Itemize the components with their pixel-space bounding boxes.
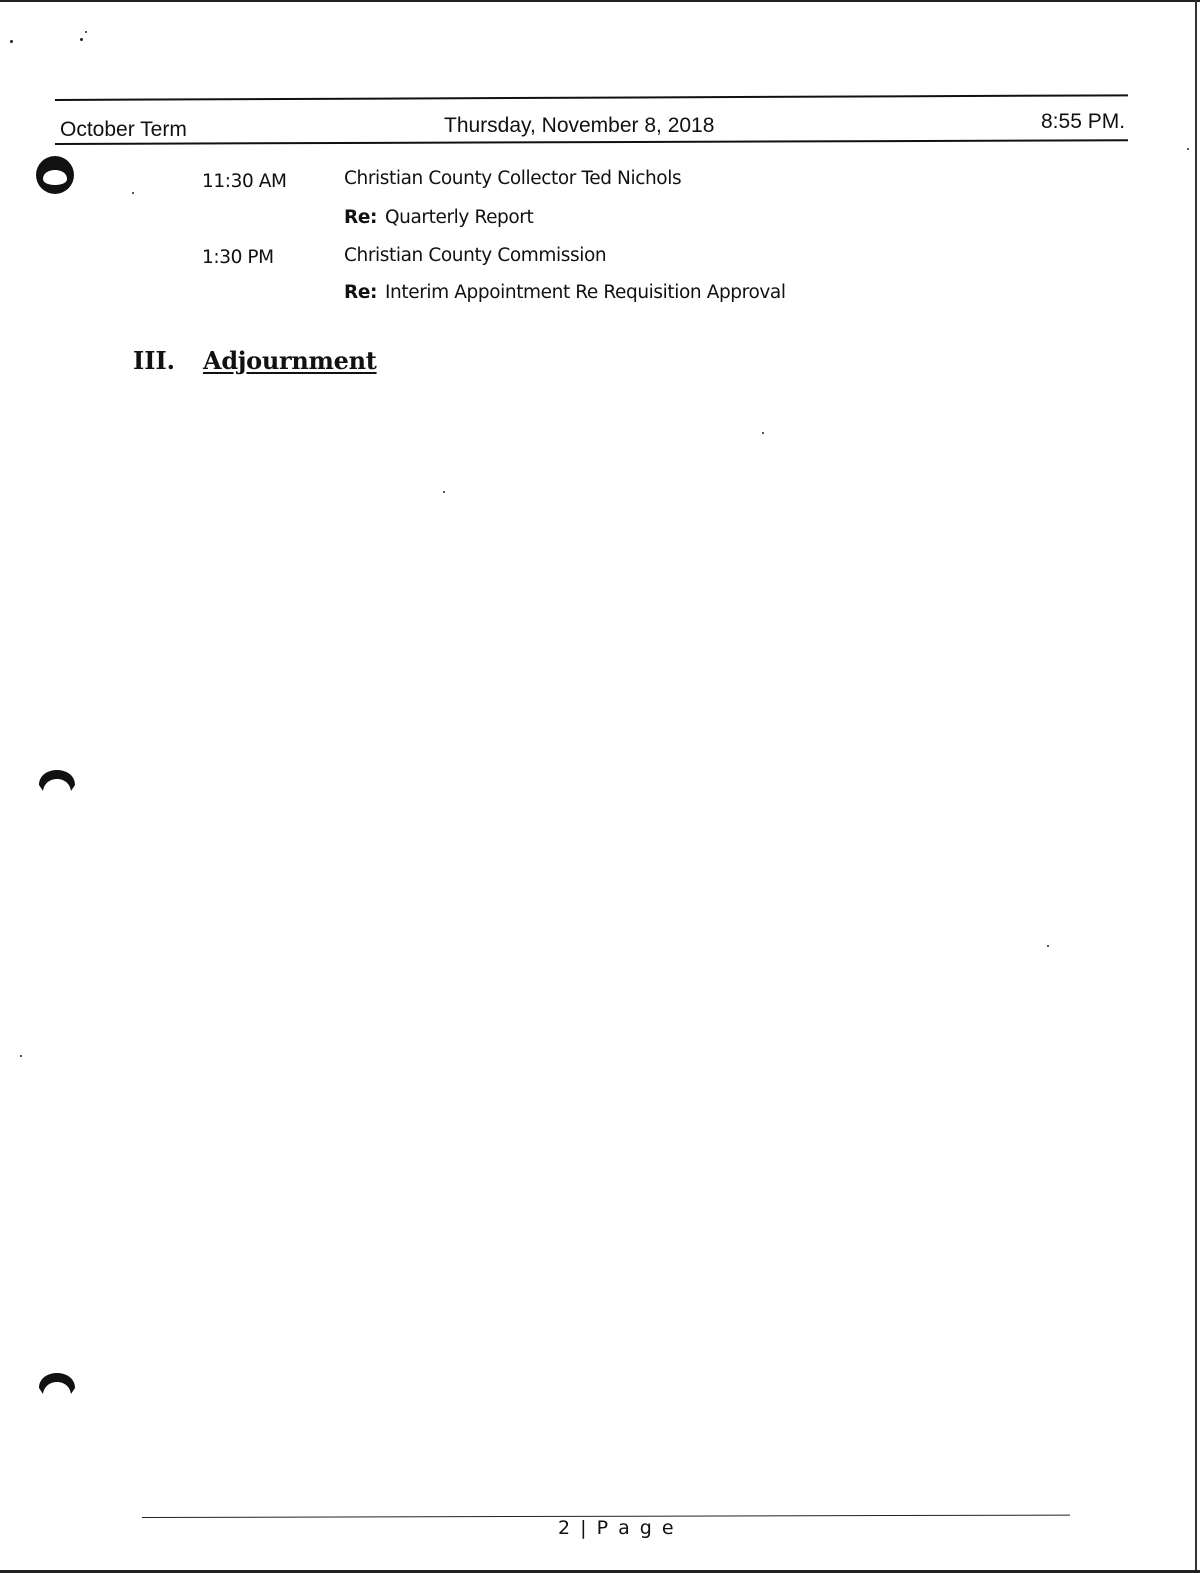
scan-edge-top bbox=[0, 0, 1200, 2]
scan-speck bbox=[10, 40, 13, 43]
agenda-item-1-re-label: Re: bbox=[344, 207, 377, 228]
scan-speck bbox=[443, 491, 445, 493]
agenda-item-1-re-text: Quarterly Report bbox=[385, 207, 534, 228]
agenda-item-1-title: Christian County Collector Ted Nichols bbox=[344, 168, 682, 189]
agenda-item-2-time: 1:30 PM bbox=[202, 247, 274, 268]
agenda-item-2-re-label: Re: bbox=[344, 282, 377, 303]
section-number: III. bbox=[133, 346, 176, 375]
header-time: 8:55 PM. bbox=[1041, 110, 1126, 133]
agenda-item-1-time: 11:30 AM bbox=[202, 171, 287, 192]
binder-hole-icon bbox=[37, 1360, 77, 1400]
header-term: October Term bbox=[60, 118, 187, 141]
binder-hole-icon bbox=[37, 757, 77, 797]
agenda-item-2-title: Christian County Commission bbox=[344, 245, 607, 266]
scan-speck bbox=[762, 432, 764, 434]
agenda-item-2-re bbox=[344, 282, 786, 303]
header-rule-top bbox=[55, 94, 1128, 101]
page-number: 2 | P a g e bbox=[558, 1517, 676, 1539]
scan-speck bbox=[132, 192, 134, 194]
scan-speck bbox=[1047, 945, 1049, 947]
scan-speck bbox=[85, 31, 87, 33]
scan-edge-right bbox=[1195, 0, 1197, 1573]
binder-hole-icon bbox=[35, 155, 75, 195]
scan-speck bbox=[1187, 148, 1189, 150]
header-rule-bottom bbox=[55, 139, 1128, 145]
scan-speck bbox=[20, 1055, 22, 1057]
header-date: Thursday, November 8, 2018 bbox=[444, 114, 715, 137]
agenda-item-1-re bbox=[344, 207, 533, 228]
scan-speck bbox=[80, 38, 83, 41]
section-title: Adjournment bbox=[203, 346, 377, 375]
agenda-item-2-re-text: Interim Appointment Re Requisition Approval bbox=[385, 282, 786, 303]
